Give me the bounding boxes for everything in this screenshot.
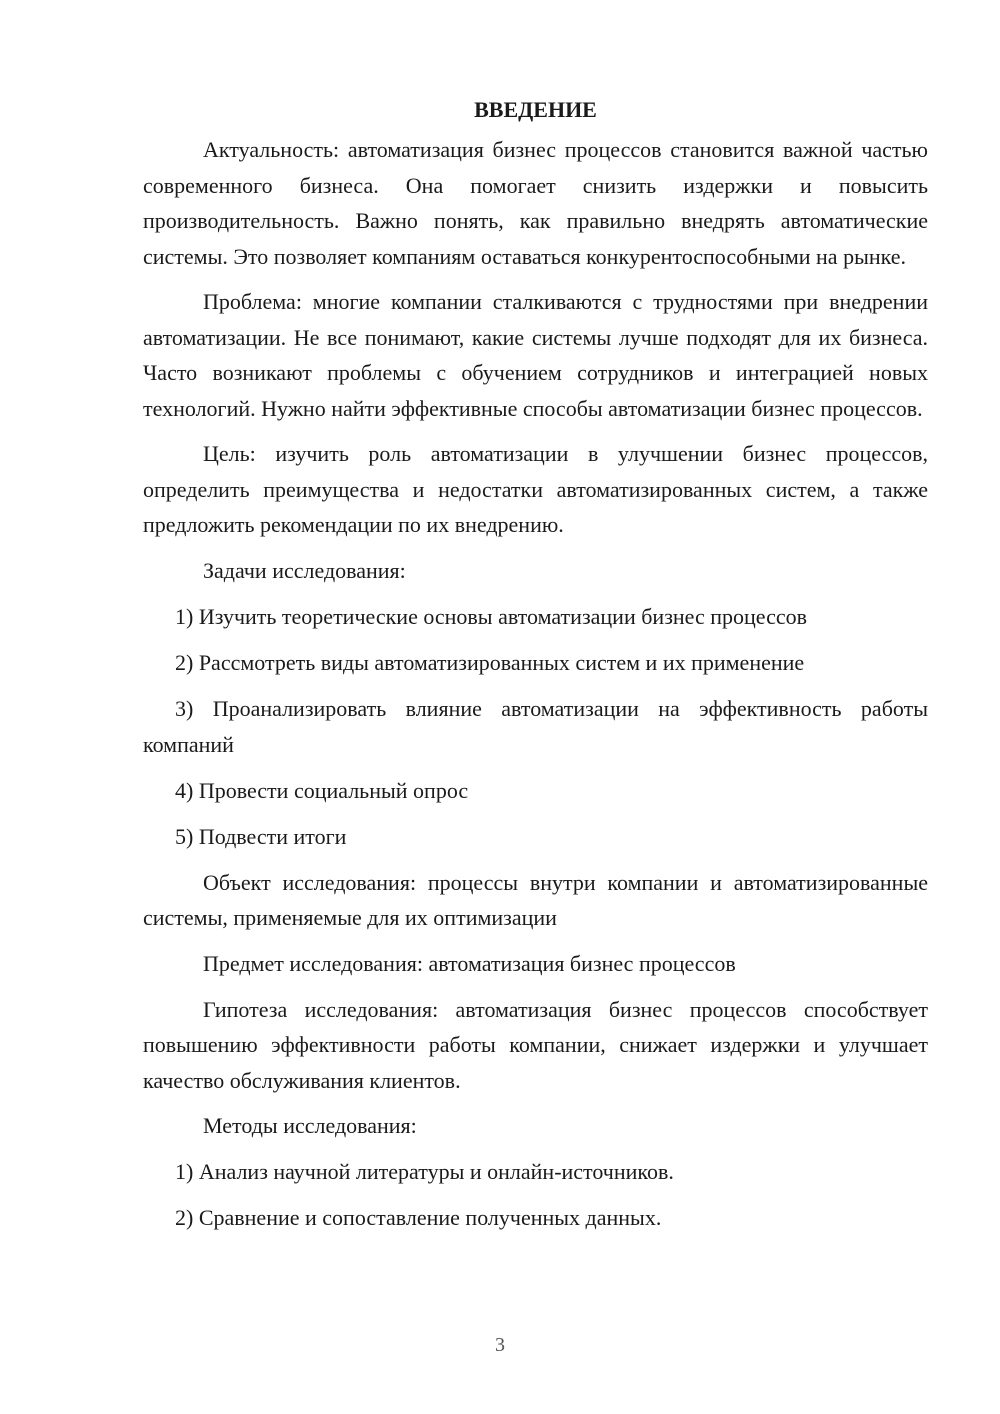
methods-heading: Методы исследования: <box>203 1113 417 1138</box>
task-item: 3) Проанализировать влияние автоматизации на эффективность работы компаний <box>143 695 928 757</box>
object-paragraph: Объект исследования: процессы внутри компании и автоматизированные системы, применяемые для их оптимизации <box>143 869 928 930</box>
tasks-list <box>143 599 928 855</box>
method-item: 1) Анализ научной литературы и онлайн-источников. <box>175 1159 674 1184</box>
methods-list <box>143 1154 928 1236</box>
task-item: 1) Изучить теоретические основы автоматизации бизнес процессов <box>175 603 808 629</box>
page-number: 3 <box>495 1334 505 1356</box>
hypothesis-paragraph: Гипотеза исследования: автоматизация бизнес процессов способствует повышению эффективности работы компании, снижает издержки и улучшает качество обслуживания клиентов. <box>143 996 928 1093</box>
goal-paragraph: Цель: изучить роль автоматизации в улучшении бизнес процессов, определить преимущества и недостатки автоматизированных систем, а также предложить рекомендации по их внедрению. <box>143 441 928 537</box>
section-title: ВВЕДЕНИЕ <box>474 97 597 122</box>
subject-paragraph: Предмет исследования: автоматизация бизнес процессов <box>203 950 736 976</box>
task-item: 2) Рассмотреть виды автоматизированных систем и их применение <box>175 649 805 675</box>
page-content <box>143 92 928 1246</box>
problem-paragraph: Проблема: многие компании сталкиваются с трудностями при внедрении автоматизации. Не все понимают, какие системы лучше подходят для их бизнеса. Часто возникают проблемы с обучением сотрудников и интеграцией новых технологий. Нужно найти эффективные способы автоматизации бизнес процессов. <box>143 289 928 421</box>
relevance-paragraph: Актуальность: автоматизация бизнес процессов становится важной частью современного бизнеса. Она помогает снизить издержки и повысить производительность. Важно понять, как правильно внедрять автоматические системы. Это позволяет компаниям оставаться конкурентоспособными на рынке. <box>143 137 928 269</box>
tasks-heading: Задачи исследования: <box>203 557 406 583</box>
method-item: 2) Сравнение и сопоставление полученных данных. <box>175 1205 662 1230</box>
task-item: 4) Провести социальный опрос <box>175 777 469 803</box>
task-item: 5) Подвести итоги <box>175 823 347 849</box>
